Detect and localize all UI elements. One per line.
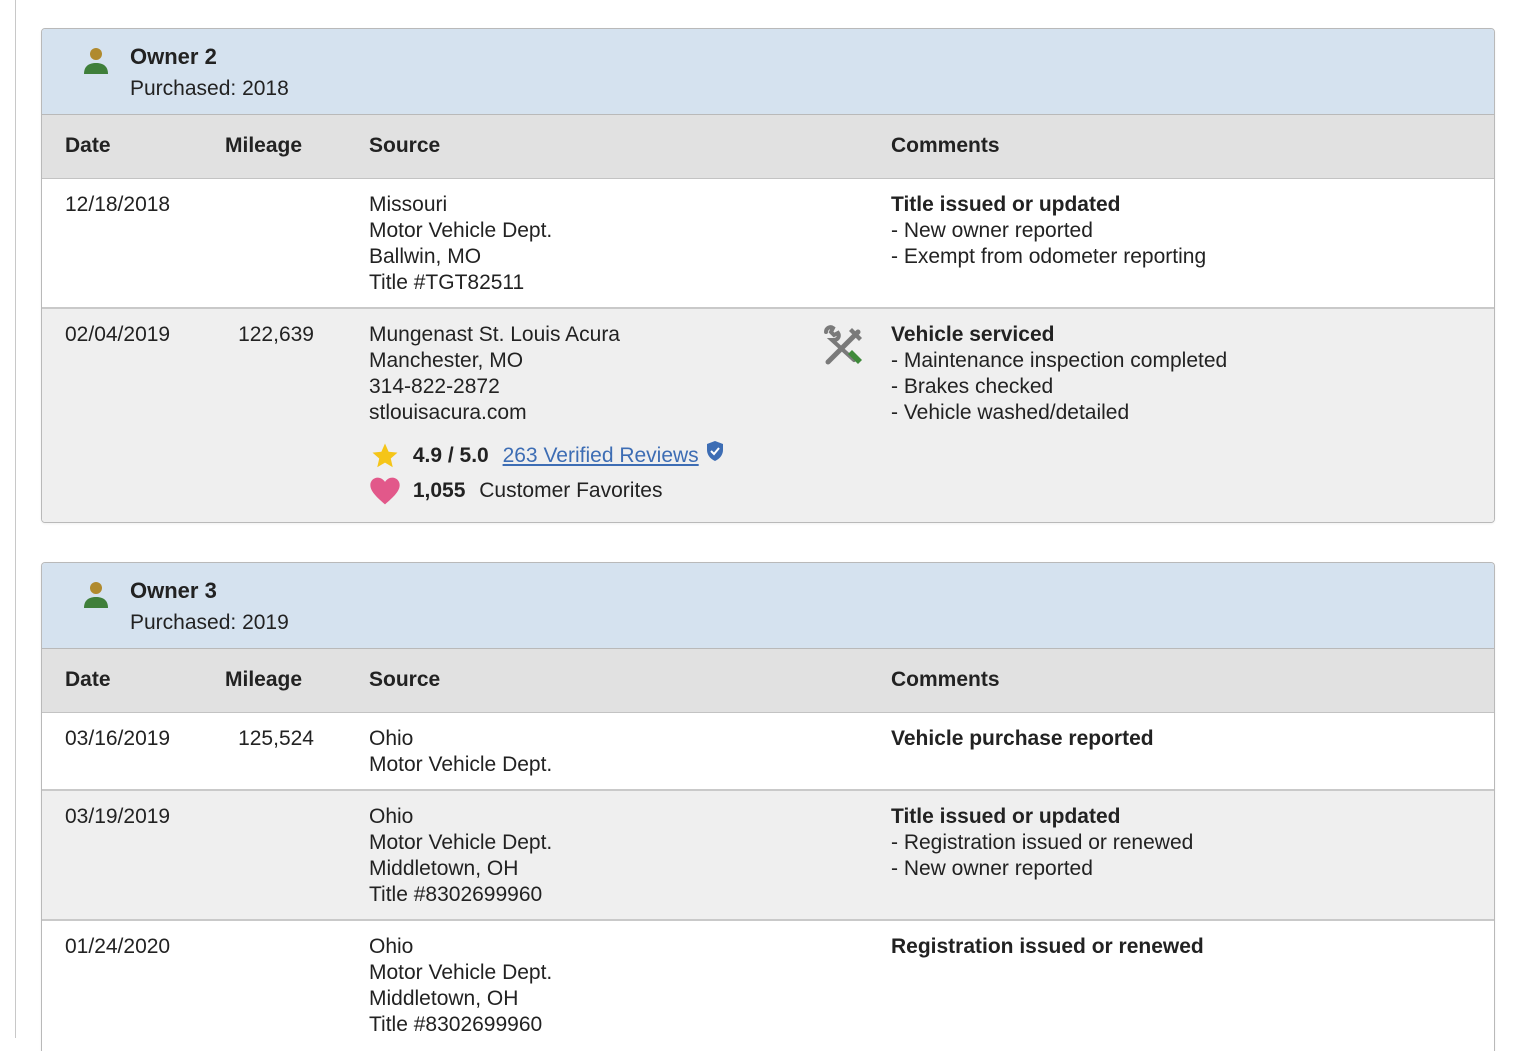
rating-value: 4.9 / 5.0 <box>412 443 489 467</box>
source-line: Mungenast St. Louis Acura <box>369 323 620 346</box>
source-line: Ohio <box>369 935 414 958</box>
source-line: Missouri <box>369 193 448 216</box>
comment-item: - Vehicle washed/detailed <box>891 401 1130 424</box>
owner-title: Owner 3 <box>130 578 217 603</box>
favorites-row <box>369 476 662 506</box>
comment-item: - Maintenance inspection completed <box>891 349 1228 372</box>
source-line: Ballwin, MO <box>369 245 482 268</box>
source-line: Title #8302699960 <box>369 1013 543 1036</box>
record-source <box>369 322 620 426</box>
owner-card <box>41 28 1495 523</box>
source-line: Motor Vehicle Dept. <box>369 753 553 776</box>
record-source <box>369 192 552 296</box>
record-mileage: 122,639 <box>238 323 314 346</box>
table-row <box>42 713 1494 791</box>
column-header-source: Source <box>369 668 441 691</box>
star-icon <box>369 441 401 471</box>
record-source <box>369 804 552 908</box>
column-header-comments: Comments <box>891 134 1000 157</box>
source-line: Ohio <box>369 805 414 828</box>
table-row <box>42 791 1494 921</box>
record-comments <box>891 804 1193 882</box>
column-header-row <box>42 115 1494 179</box>
source-line: Motor Vehicle Dept. <box>369 961 553 984</box>
table-row <box>42 309 1494 522</box>
source-line: Manchester, MO <box>369 349 524 372</box>
column-header-date: Date <box>65 668 111 691</box>
source-line: Motor Vehicle Dept. <box>369 831 553 854</box>
comment-title: Vehicle serviced <box>891 323 1055 346</box>
source-line: Title #8302699960 <box>369 883 543 906</box>
verified-shield-icon <box>705 440 725 462</box>
comment-item: - Brakes checked <box>891 375 1054 398</box>
comment-item: - New owner reported <box>891 857 1093 880</box>
source-line: Middletown, OH <box>369 987 519 1010</box>
record-date: 03/19/2019 <box>65 805 171 828</box>
source-line: Middletown, OH <box>369 857 519 880</box>
record-comments <box>891 192 1206 270</box>
verified-reviews-link[interactable]: 263 Verified Reviews <box>502 443 699 467</box>
owner-purchased: Purchased: 2018 <box>130 77 289 100</box>
favorites-count: 1,055 <box>412 478 466 502</box>
owner-card <box>41 562 1495 1051</box>
column-header-row <box>42 649 1494 713</box>
column-header-mileage: Mileage <box>225 134 303 157</box>
person-icon <box>82 580 110 610</box>
heart-icon <box>369 476 401 506</box>
comment-title: Vehicle purchase reported <box>891 727 1154 750</box>
record-comments <box>891 726 1154 752</box>
comment-title: Title issued or updated <box>891 193 1121 216</box>
record-source <box>369 726 552 778</box>
comment-title: Registration issued or renewed <box>891 935 1204 958</box>
record-comments <box>891 322 1227 426</box>
source-line: Motor Vehicle Dept. <box>369 219 553 242</box>
owner-header <box>42 563 1494 649</box>
record-date: 01/24/2020 <box>65 935 171 958</box>
comment-item: - Registration issued or renewed <box>891 831 1194 854</box>
column-header-source: Source <box>369 134 441 157</box>
record-date: 02/04/2019 <box>65 323 171 346</box>
table-row <box>42 921 1494 1051</box>
record-source <box>369 934 552 1038</box>
column-header-date: Date <box>65 134 111 157</box>
comment-item: - Exempt from odometer reporting <box>891 245 1207 268</box>
wrench-screwdriver-icon <box>822 324 866 368</box>
owner-header <box>42 29 1494 115</box>
favorites-label: Customer Favorites <box>479 478 663 502</box>
comment-title: Title issued or updated <box>891 805 1121 828</box>
record-mileage: 125,524 <box>238 727 314 750</box>
page-left-rule <box>15 0 16 1038</box>
comment-item: - New owner reported <box>891 219 1093 242</box>
column-header-mileage: Mileage <box>225 668 303 691</box>
rating-row <box>369 441 725 471</box>
record-date: 12/18/2018 <box>65 193 171 216</box>
source-line: Ohio <box>369 727 414 750</box>
owner-purchased: Purchased: 2019 <box>130 611 289 634</box>
source-line: stlouisacura.com <box>369 401 527 424</box>
column-header-comments: Comments <box>891 668 1000 691</box>
person-icon <box>82 46 110 76</box>
owner-title: Owner 2 <box>130 44 217 69</box>
source-line: 314-822-2872 <box>369 375 500 398</box>
table-row <box>42 179 1494 309</box>
record-date: 03/16/2019 <box>65 727 171 750</box>
source-line: Title #TGT82511 <box>369 271 525 294</box>
record-comments <box>891 934 1204 960</box>
